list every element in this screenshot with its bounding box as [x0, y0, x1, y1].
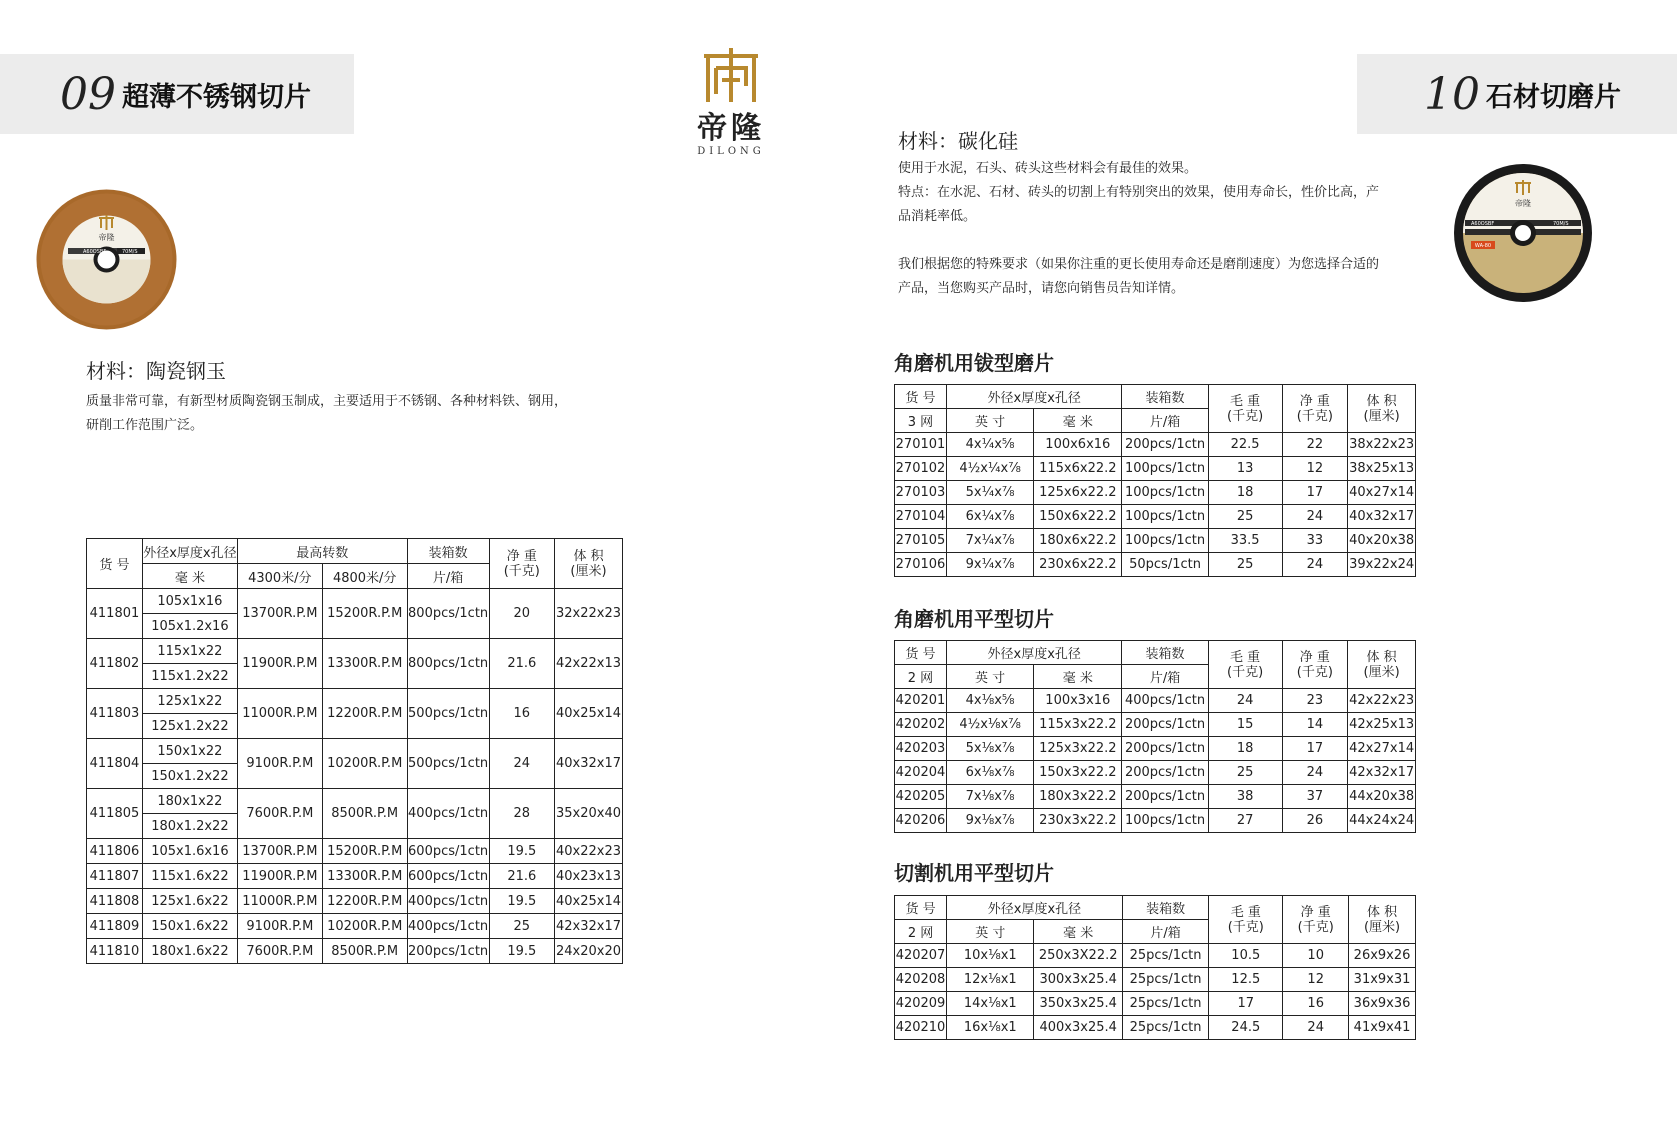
table-row	[87, 589, 623, 614]
col-header-net: 净 重 (千克)	[1282, 385, 1348, 433]
cell-code: 420208	[895, 968, 947, 992]
cell-pack: 400pcs/1ctn	[1122, 689, 1208, 713]
cell-gross: 12.5	[1209, 968, 1283, 992]
cell-gross: 18	[1208, 481, 1282, 505]
col-subheader-unit: 片/箱	[1122, 920, 1208, 944]
col-header-vol: 体 积 (厘米)	[1348, 385, 1416, 433]
table-row	[87, 889, 623, 914]
right-desc-line	[898, 229, 1428, 253]
left-section-title: 超薄不锈钢切片	[122, 81, 311, 113]
col-header-net: 净 重 (千克)	[1282, 641, 1348, 689]
cell-net: 26	[1282, 809, 1348, 833]
cell-gross: 25	[1208, 553, 1282, 577]
cell-speed-2: 8500R.P.M	[322, 789, 407, 839]
col-subheader-unit: 片/箱	[407, 564, 489, 589]
col-subheader-inch: 英 寸	[947, 920, 1034, 944]
cell-inch: 9x¼x⅞	[946, 553, 1033, 577]
cell-pack: 200pcs/1ctn	[1122, 433, 1208, 457]
logo-english-name: DILONG	[697, 146, 765, 157]
cell-mm: 180x6x22.2	[1034, 529, 1122, 553]
cell-code: 270104	[895, 505, 947, 529]
cell-code: 411802	[87, 639, 143, 689]
cell-gross: 22.5	[1208, 433, 1282, 457]
cell-mm: 100x3x16	[1034, 689, 1122, 713]
right-disc-brand: 帝隆	[1515, 199, 1531, 208]
table-row	[895, 457, 1416, 481]
cell-inch: 6x⅛x⅞	[946, 761, 1033, 785]
cell-net: 22	[1282, 433, 1348, 457]
cell-speed-2: 13300R.P.M	[322, 639, 407, 689]
right-material: 材料：碳化硅	[898, 129, 1018, 153]
cell-s2: 8500R.P.M	[322, 939, 407, 964]
cell-mm: 115x3x22.2	[1034, 713, 1122, 737]
cell-size: 150x1.2x22	[142, 764, 237, 789]
stone-cutting-disc-image	[1453, 163, 1593, 303]
cell-net: 17	[1282, 481, 1348, 505]
cell-pack: 800pcs/1ctn	[407, 589, 489, 639]
cell-net: 21.6	[489, 864, 554, 889]
cell-pack: 400pcs/1ctn	[407, 914, 489, 939]
cell-pack: 500pcs/1ctn	[407, 739, 489, 789]
cell-code: 420207	[895, 944, 947, 968]
cell-inch: 9x⅛x⅞	[946, 809, 1033, 833]
right-desc-line: 我们根据您的特殊要求（如果你注重的更长使用寿命还是磨削速度）为您选择合适的	[898, 257, 1380, 272]
cell-pack: 800pcs/1ctn	[407, 639, 489, 689]
cell-mm: 300x3x25.4	[1034, 968, 1122, 992]
cell-gross: 24.5	[1209, 1016, 1283, 1040]
cell-vol: 38x25x13	[1348, 457, 1416, 481]
col-subheader-mm: 毫 米	[1034, 409, 1122, 433]
cell-inch: 7x¼x⅞	[946, 529, 1033, 553]
brand-logo	[691, 46, 771, 157]
cell-code: 411807	[87, 864, 143, 889]
cell-vol: 31x9x31	[1349, 968, 1416, 992]
cell-pack: 100pcs/1ctn	[1122, 481, 1208, 505]
right-desc-line: 产品，当您购买产品时，请您向销售员告知详情。	[898, 281, 1185, 296]
cell-vol: 39x22x24	[1348, 553, 1416, 577]
right-desc-line: 使用于水泥，石头、砖头这些材料会有最佳的效果。	[898, 161, 1198, 176]
cell-size: 150x1x22	[142, 739, 237, 764]
cell-speed-1: 11900R.P.M	[237, 639, 322, 689]
cell-vol: 40x23x13	[555, 864, 623, 889]
cell-code: 420201	[895, 689, 947, 713]
cell-s2: 15200R.P.M	[322, 839, 407, 864]
cell-pack: 25pcs/1ctn	[1122, 944, 1208, 968]
cell-gross: 25	[1208, 505, 1282, 529]
cell-inch: 12x⅛x1	[947, 968, 1034, 992]
table-row	[87, 639, 623, 664]
cell-vol: 26x9x26	[1349, 944, 1416, 968]
cell-code: 411809	[87, 914, 143, 939]
cell-size: 105x1.2x16	[142, 614, 237, 639]
cell-net: 10	[1283, 944, 1349, 968]
cell-speed-2: 15200R.P.M	[322, 589, 407, 639]
table-row	[895, 968, 1416, 992]
col-header-code: 货 号	[87, 539, 143, 589]
logo-mark-icon	[700, 46, 762, 106]
cell-net: 14	[1282, 713, 1348, 737]
ceramic-cutting-disc-image	[35, 188, 178, 331]
cell-gross: 18	[1208, 737, 1282, 761]
cell-speed-1: 7600R.P.M	[237, 789, 322, 839]
cell-gross: 17	[1209, 992, 1283, 1016]
left-desc-line: 质量非常可靠，有新型材质陶瓷钢玉制成，主要适用于不锈钢、各种材料铁、钢用，	[86, 394, 568, 409]
col-header-code: 货 号	[895, 896, 947, 920]
cell-net: 25	[489, 914, 554, 939]
col-subheader-mm: 毫 米	[142, 564, 237, 589]
cell-size: 105x1.6x16	[142, 839, 237, 864]
cell-pack: 25pcs/1ctn	[1122, 968, 1208, 992]
cell-code: 420209	[895, 992, 947, 1016]
right-disc-badge: WA-80	[1474, 243, 1492, 249]
cell-net: 24	[1282, 761, 1348, 785]
cell-code: 420205	[895, 785, 947, 809]
cell-pack: 25pcs/1ctn	[1122, 1016, 1208, 1040]
cell-gross: 24	[1208, 689, 1282, 713]
cell-pack: 200pcs/1ctn	[407, 939, 489, 964]
cell-vol: 40x20x38	[1348, 529, 1416, 553]
table-row	[895, 785, 1416, 809]
cell-net: 21.6	[489, 639, 554, 689]
col-header-pack: 装箱数	[407, 539, 489, 564]
logo-chinese-name: 帝隆	[697, 111, 765, 146]
cell-gross: 13	[1208, 457, 1282, 481]
cell-code: 270105	[895, 529, 947, 553]
left-desc-line: 研削工作范围广泛。	[86, 418, 204, 433]
table-row	[895, 433, 1416, 457]
cell-net: 12	[1282, 457, 1348, 481]
table-row	[87, 839, 623, 864]
cell-size: 105x1x16	[142, 589, 237, 614]
cell-net: 37	[1282, 785, 1348, 809]
cell-net: 16	[489, 689, 554, 739]
table-row	[895, 1016, 1416, 1040]
table-row	[87, 864, 623, 889]
cell-pack: 100pcs/1ctn	[1122, 529, 1208, 553]
cell-inch: 14x⅛x1	[947, 992, 1034, 1016]
cell-speed-2: 12200R.P.M	[322, 689, 407, 739]
cell-volume: 40x25x14	[555, 689, 623, 739]
col-header-size: 外径x厚度x孔径	[946, 641, 1121, 665]
table-row	[87, 914, 623, 939]
right-section-banner	[1357, 54, 1677, 134]
cell-vol: 41x9x41	[1349, 1016, 1416, 1040]
right-disc-speed: 70M/S	[1553, 221, 1569, 227]
cell-pack: 400pcs/1ctn	[407, 789, 489, 839]
cell-inch: 5x⅛x⅞	[946, 737, 1033, 761]
cell-speed-1: 11000R.P.M	[237, 689, 322, 739]
col-subheader-speed-1: 4300米/分	[237, 564, 322, 589]
cell-vol: 36x9x36	[1349, 992, 1416, 1016]
cell-code: 420202	[895, 713, 947, 737]
cell-vol: 24x20x20	[555, 939, 623, 964]
col-header-net: 净 重 (千克)	[1283, 896, 1349, 944]
cell-code: 411806	[87, 839, 143, 864]
cell-pack: 200pcs/1ctn	[1122, 737, 1208, 761]
section-title-depressed-grinding: 角磨机用钹型磨片	[894, 351, 1054, 375]
section-title-angle-cutting: 角磨机用平型切片	[894, 607, 1054, 631]
cell-pack: 600pcs/1ctn	[407, 864, 489, 889]
chop-saw-cutting-spec-table	[894, 895, 1416, 1040]
cell-pack: 100pcs/1ctn	[1122, 505, 1208, 529]
right-description	[898, 157, 1428, 301]
cell-code: 420204	[895, 761, 947, 785]
cell-net: 12	[1283, 968, 1349, 992]
table-row	[895, 481, 1416, 505]
depressed-grinding-spec-table	[894, 384, 1416, 577]
col-header-volume: 体 积 (厘米)	[555, 539, 623, 589]
col-header-gross: 毛 重 (千克)	[1208, 641, 1282, 689]
cell-code: 420203	[895, 737, 947, 761]
cell-pack: 500pcs/1ctn	[407, 689, 489, 739]
cell-net: 24	[1282, 505, 1348, 529]
cell-code: 420210	[895, 1016, 947, 1040]
cell-vol: 42x32x17	[1348, 761, 1416, 785]
cell-speed-1: 9100R.P.M	[237, 739, 322, 789]
cell-mm: 150x3x22.2	[1034, 761, 1122, 785]
cell-inch: 6x¼x⅞	[946, 505, 1033, 529]
cell-net: 28	[489, 789, 554, 839]
cell-vol: 40x22x23	[555, 839, 623, 864]
header-row	[895, 641, 1416, 665]
table-row	[895, 553, 1416, 577]
cell-inch: 4x¼x⅝	[946, 433, 1033, 457]
cell-net: 20	[489, 589, 554, 639]
cell-inch: 4½x¼x⅞	[946, 457, 1033, 481]
cell-pack: 100pcs/1ctn	[1122, 457, 1208, 481]
cell-vol: 40x27x14	[1348, 481, 1416, 505]
cell-mm: 115x6x22.2	[1034, 457, 1122, 481]
cell-mm: 180x3x22.2	[1034, 785, 1122, 809]
section-title-chop-saw-cutting: 切割机用平型切片	[894, 861, 1054, 885]
col-subheader-unit: 片/箱	[1122, 665, 1208, 689]
cell-pack: 50pcs/1ctn	[1122, 553, 1208, 577]
cell-size: 125x1x22	[142, 689, 237, 714]
col-subheader-inch: 英 寸	[946, 409, 1033, 433]
cell-size: 125x1.2x22	[142, 714, 237, 739]
col-header-size: 外径x厚度x孔径	[142, 539, 237, 564]
cell-gross: 33.5	[1208, 529, 1282, 553]
cell-size: 180x1x22	[142, 789, 237, 814]
cell-size: 115x1x22	[142, 639, 237, 664]
cell-net: 17	[1282, 737, 1348, 761]
cell-net: 24	[489, 739, 554, 789]
left-material: 材料：陶瓷钢玉	[86, 359, 226, 383]
col-header-size: 外径x厚度x孔径	[946, 385, 1121, 409]
cell-mm: 150x6x22.2	[1034, 505, 1122, 529]
table-row	[895, 713, 1416, 737]
table-row	[895, 737, 1416, 761]
cell-s1: 7600R.P.M	[237, 939, 322, 964]
cell-net: 23	[1282, 689, 1348, 713]
right-disc-spec: A60OSBF	[1471, 221, 1495, 227]
cell-size: 150x1.6x22	[142, 914, 237, 939]
cell-code: 411801	[87, 589, 143, 639]
cell-vol: 42x32x17	[555, 914, 623, 939]
cell-pack: 25pcs/1ctn	[1122, 992, 1208, 1016]
cell-net: 33	[1282, 529, 1348, 553]
cell-pack: 400pcs/1ctn	[407, 889, 489, 914]
cell-s1: 9100R.P.M	[237, 914, 322, 939]
col-subheader-mm: 毫 米	[1034, 920, 1122, 944]
cell-vol: 44x20x38	[1348, 785, 1416, 809]
col-header-gross: 毛 重 (千克)	[1209, 896, 1283, 944]
table-row	[87, 789, 623, 814]
col-subheader-unit: 片/箱	[1122, 409, 1208, 433]
cell-vol: 40x32x17	[1348, 505, 1416, 529]
angle-cutting-spec-table	[894, 640, 1416, 833]
cell-pack: 100pcs/1ctn	[1122, 809, 1208, 833]
cell-gross: 10.5	[1209, 944, 1283, 968]
right-section-title: 石材切磨片	[1486, 81, 1621, 113]
table-row	[895, 992, 1416, 1016]
cell-code: 270102	[895, 457, 947, 481]
table-row	[895, 809, 1416, 833]
cell-gross: 38	[1208, 785, 1282, 809]
cell-size: 180x1.6x22	[142, 939, 237, 964]
cell-size: 115x1.6x22	[142, 864, 237, 889]
right-section-number: 10	[1424, 68, 1480, 120]
cell-net: 16	[1283, 992, 1349, 1016]
col-header-gross: 毛 重 (千克)	[1208, 385, 1282, 433]
cell-speed-1: 13700R.P.M	[237, 589, 322, 639]
cell-vol: 42x27x14	[1348, 737, 1416, 761]
cell-code: 270106	[895, 553, 947, 577]
left-section-banner	[0, 54, 354, 134]
left-description	[86, 390, 646, 438]
cell-vol: 38x22x23	[1348, 433, 1416, 457]
cell-mm: 250x3X22.2	[1034, 944, 1122, 968]
cell-s2: 12200R.P.M	[322, 889, 407, 914]
right-desc-line: 特点：在水泥、石材、砖头的切割上有特别突出的效果，使用寿命长，性价比高，产	[898, 185, 1380, 200]
header-row	[895, 896, 1416, 920]
cell-code: 411803	[87, 689, 143, 739]
cell-vol: 44x24x24	[1348, 809, 1416, 833]
table-row	[87, 939, 623, 964]
cell-mm: 125x3x22.2	[1034, 737, 1122, 761]
cell-vol: 42x25x13	[1348, 713, 1416, 737]
cell-mm: 230x6x22.2	[1034, 553, 1122, 577]
table-row	[895, 944, 1416, 968]
cell-inch: 10x⅛x1	[947, 944, 1034, 968]
cell-mm: 125x6x22.2	[1034, 481, 1122, 505]
cell-vol: 42x22x23	[1348, 689, 1416, 713]
cell-net: 19.5	[489, 939, 554, 964]
cell-code: 420206	[895, 809, 947, 833]
cell-net: 24	[1282, 553, 1348, 577]
left-disc-spec: A60OSBF	[83, 249, 107, 255]
cell-size: 180x1.2x22	[142, 814, 237, 839]
cell-mm: 230x3x22.2	[1034, 809, 1122, 833]
col-header-code: 货 号	[895, 641, 947, 665]
left-disc-speed: 70M/S	[122, 249, 138, 255]
cell-gross: 25	[1208, 761, 1282, 785]
cell-size: 115x1.2x22	[142, 664, 237, 689]
cell-code: 411808	[87, 889, 143, 914]
col-header-pack: 装箱数	[1122, 641, 1208, 665]
cell-inch: 4½x⅛x⅞	[946, 713, 1033, 737]
col-subheader-mesh: 3 网	[895, 409, 947, 433]
cell-mm: 350x3x25.4	[1034, 992, 1122, 1016]
table-row	[895, 505, 1416, 529]
cell-s1: 11000R.P.M	[237, 889, 322, 914]
cell-s2: 10200R.P.M	[322, 914, 407, 939]
cell-volume: 40x32x17	[555, 739, 623, 789]
cell-code: 411805	[87, 789, 143, 839]
right-desc-line: 品消耗率低。	[898, 209, 977, 224]
table-row	[895, 761, 1416, 785]
col-header-pack: 装箱数	[1122, 385, 1208, 409]
cell-volume: 32x22x23	[555, 589, 623, 639]
cell-size: 125x1.6x22	[142, 889, 237, 914]
col-header-speed: 最高转数	[237, 539, 407, 564]
cell-s1: 11900R.P.M	[237, 864, 322, 889]
cell-volume: 35x20x40	[555, 789, 623, 839]
col-header-net: 净 重 (千克)	[489, 539, 554, 589]
col-header-vol: 体 积 (厘米)	[1349, 896, 1416, 944]
col-subheader-speed-2: 4800米/分	[322, 564, 407, 589]
cell-mm: 400x3x25.4	[1034, 1016, 1122, 1040]
ultra-thin-disc-spec-table	[86, 538, 623, 964]
cell-vol: 40x25x14	[555, 889, 623, 914]
cell-speed-2: 10200R.P.M	[322, 739, 407, 789]
cell-s1: 13700R.P.M	[237, 839, 322, 864]
cell-mm: 100x6x16	[1034, 433, 1122, 457]
table-row	[895, 529, 1416, 553]
cell-inch: 4x⅛x⅝	[946, 689, 1033, 713]
cell-pack: 200pcs/1ctn	[1122, 761, 1208, 785]
col-header-size: 外径x厚度x孔径	[947, 896, 1123, 920]
cell-inch: 7x⅛x⅞	[946, 785, 1033, 809]
cell-gross: 15	[1208, 713, 1282, 737]
cell-code: 270101	[895, 433, 947, 457]
table-row	[895, 689, 1416, 713]
table-row	[87, 689, 623, 714]
left-disc-brand: 帝隆	[98, 233, 115, 242]
cell-code: 411810	[87, 939, 143, 964]
cell-pack: 600pcs/1ctn	[407, 839, 489, 864]
cell-code: 411804	[87, 739, 143, 789]
table-row	[87, 739, 623, 764]
cell-inch: 5x¼x⅞	[946, 481, 1033, 505]
cell-net: 19.5	[489, 839, 554, 864]
col-header-pack: 装箱数	[1122, 896, 1208, 920]
col-header-code: 货 号	[895, 385, 947, 409]
col-subheader-mm: 毫 米	[1034, 665, 1122, 689]
cell-net: 24	[1283, 1016, 1349, 1040]
cell-gross: 27	[1208, 809, 1282, 833]
col-subheader-inch: 英 寸	[946, 665, 1033, 689]
cell-inch: 16x⅛x1	[947, 1016, 1034, 1040]
cell-code: 270103	[895, 481, 947, 505]
cell-net: 19.5	[489, 889, 554, 914]
col-header-vol: 体 积 (厘米)	[1348, 641, 1416, 689]
cell-s2: 13300R.P.M	[322, 864, 407, 889]
cell-pack: 200pcs/1ctn	[1122, 713, 1208, 737]
cell-pack: 200pcs/1ctn	[1122, 785, 1208, 809]
col-subheader-mesh: 2 网	[895, 665, 947, 689]
col-subheader-mesh: 2 网	[895, 920, 947, 944]
cell-volume: 42x22x13	[555, 639, 623, 689]
header-row	[895, 385, 1416, 409]
left-section-number: 09	[60, 68, 116, 120]
